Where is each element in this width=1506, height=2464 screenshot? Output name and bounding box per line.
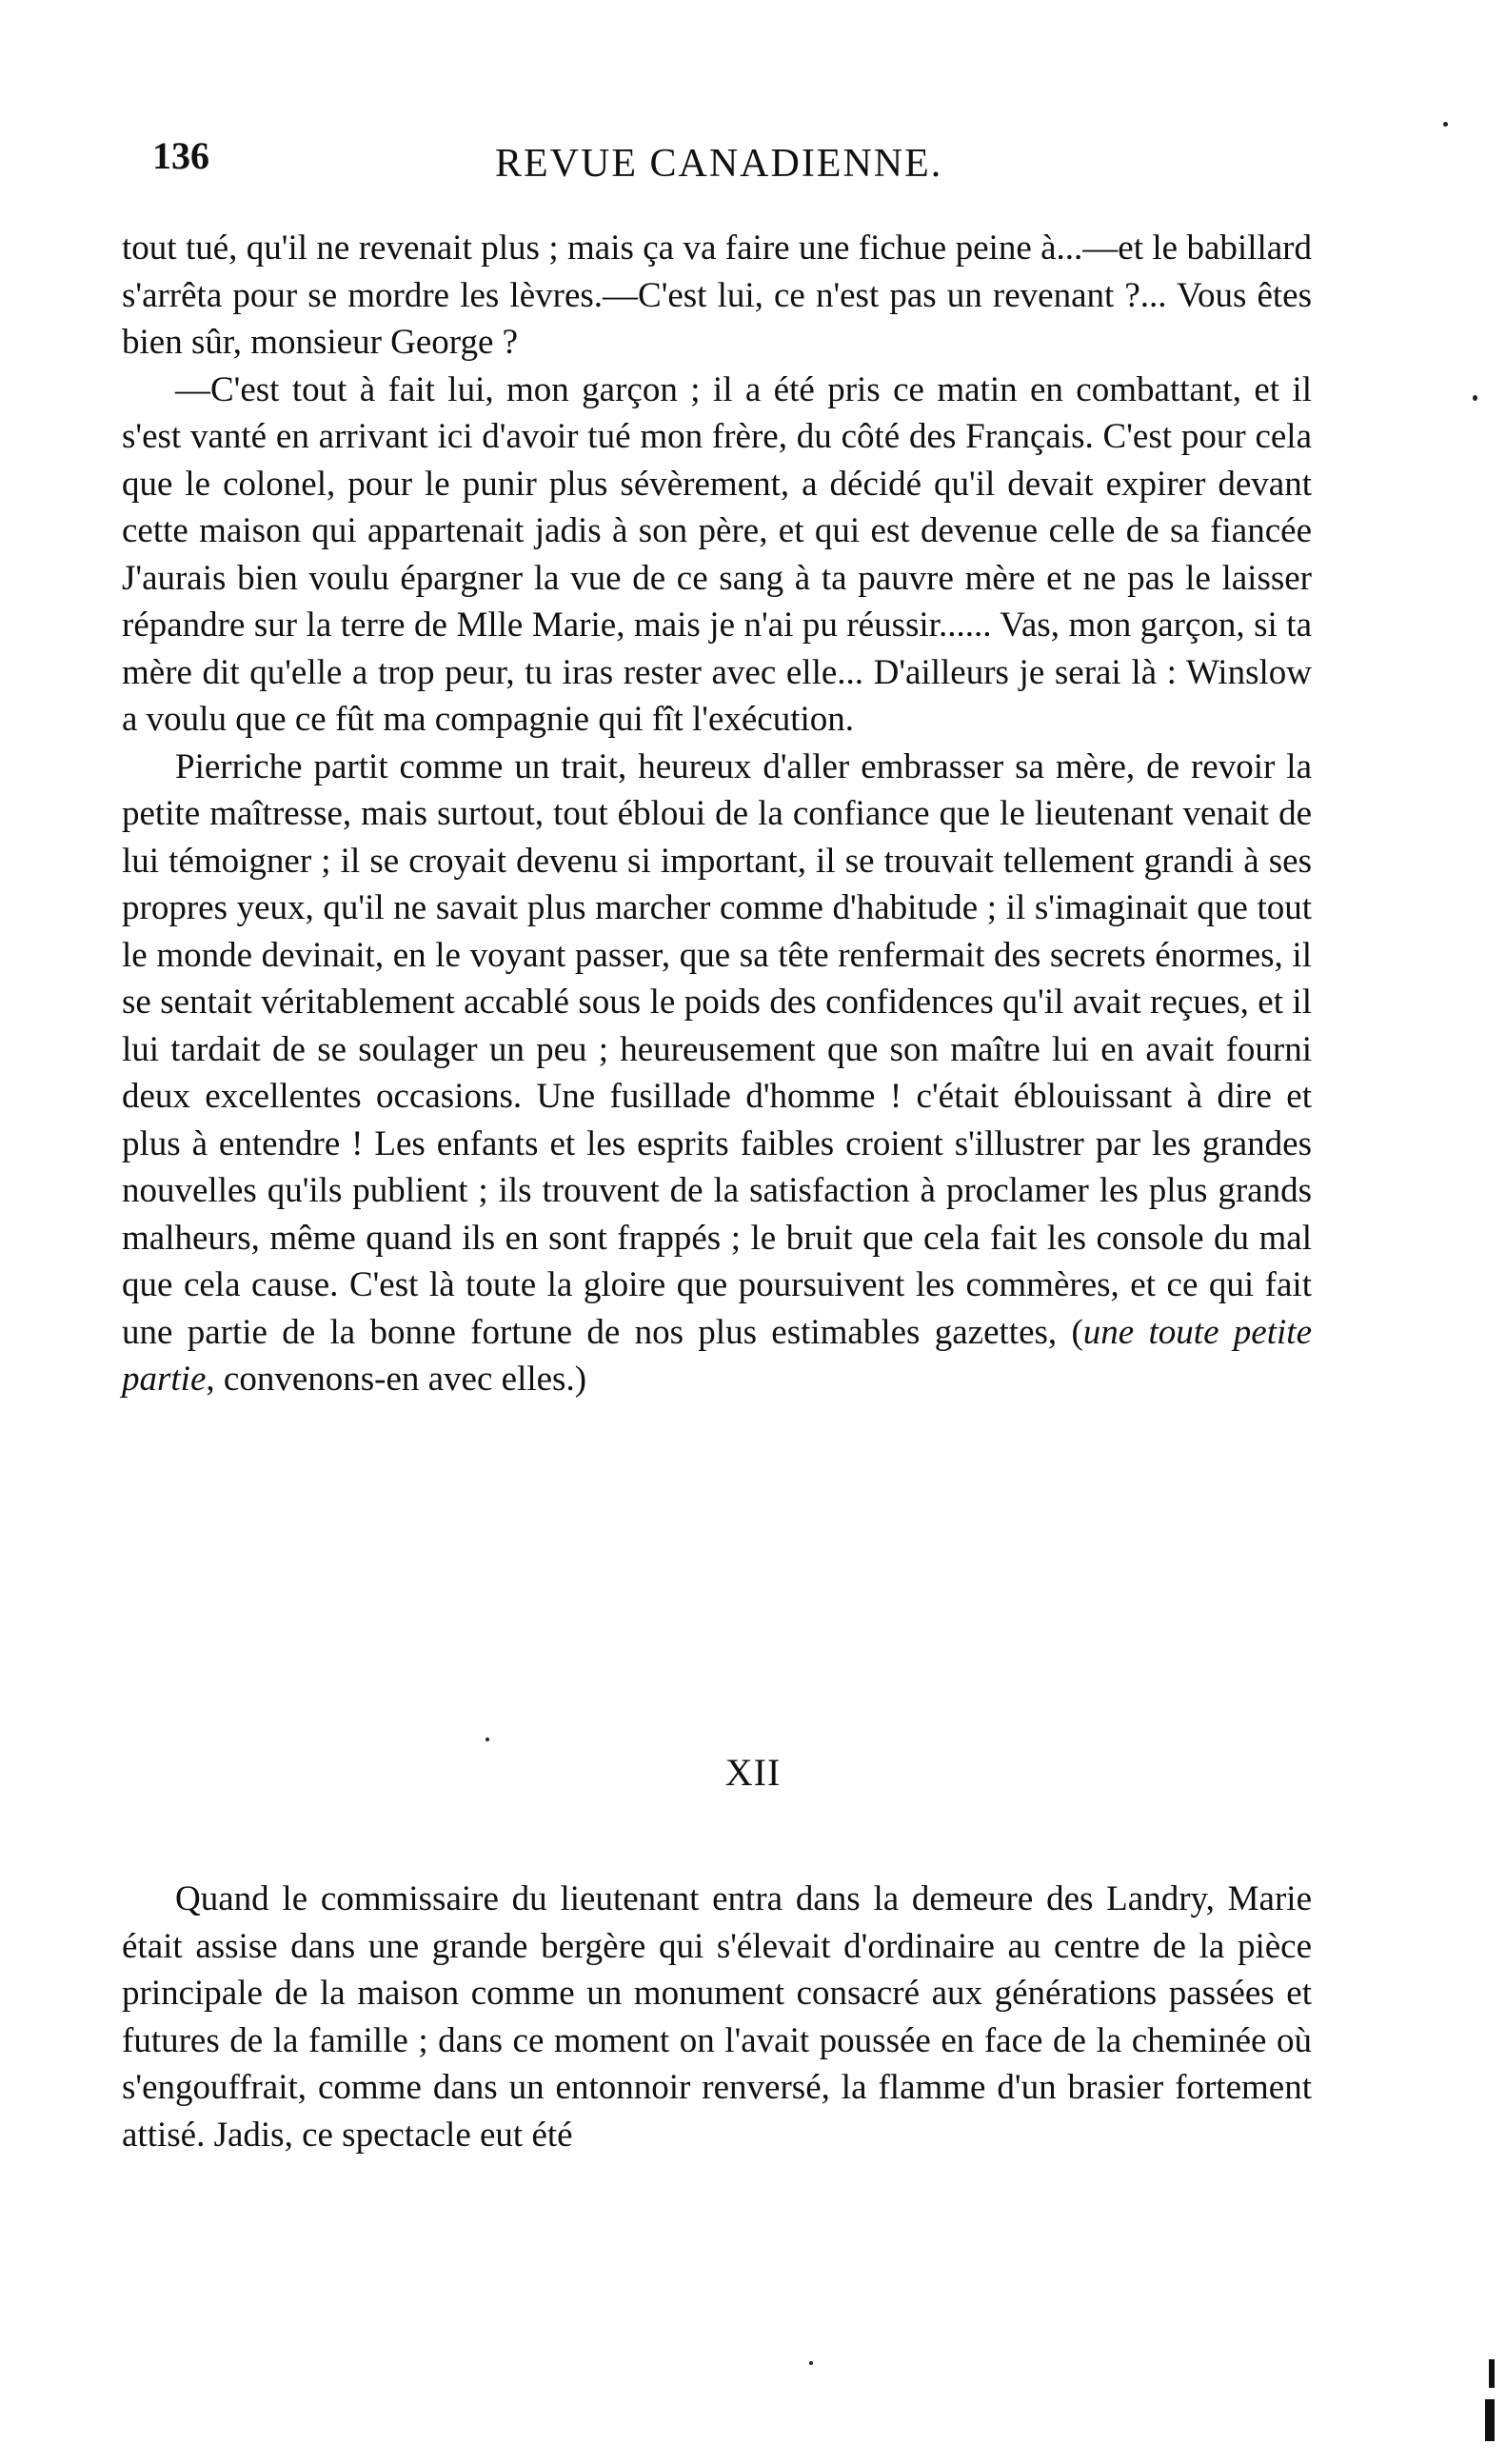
paragraph-pierriche-end: , convenons-en avec elles.): [206, 1360, 587, 1399]
print-speck: [485, 1738, 489, 1741]
paragraph-pierriche-italic: une toute petite partie: [122, 1312, 1312, 1399]
page-edge-mark: [1489, 2359, 1495, 2388]
section-text-block: [122, 1876, 1312, 2158]
paragraph-pierriche: [122, 744, 1312, 1403]
paragraph-continuation: tout tué, qu'il ne revenait plus ; mais ça va faire une fichue peine à...—et le babillard s'arrêta pour se mordre les lèvres.—C'est lui, ce n'est pas un revenant ?... Vous êtes bien sûr, monsieur George ?: [122, 229, 1312, 362]
page-edge-mark: [1485, 2399, 1495, 2441]
main-text-block: [122, 225, 1312, 1403]
running-head: [152, 133, 1304, 190]
print-speck: [1473, 395, 1477, 401]
page-number: 136: [152, 134, 209, 177]
paragraph-dialogue: —C'est tout à fait lui, mon garçon ; il a été pris ce matin en combattant, et il s'est vanté en arrivant ici d'avoir tué mon frère, du côté des Français. C'est pour cela que le colonel, pour le punir plus sévèrement, a décidé qu'il devait expirer devant cette maison qui appartenait jadis à son père, et qui est devenue celle de sa fiancée J'aurais bien voulu épargner la vue de ce sang à ta pauvre mère et ne pas le laisser répandre sur la terre de Mlle Marie, mais je n'ai pu réussir...... Vas, mon garçon, si ta mère dit qu'elle a trop peur, tu iras rester avec elle... D'ailleurs je serai là : Winslow a voulu que ce fût ma compagnie qui fît l'exécution.: [122, 369, 1312, 739]
paragraph-pierriche-text: Pierriche partit comme un trait, heureux d'aller embrasser sa mère, de revoir la petite maîtresse, mais surtout, tout ébloui de la confiance que le lieutenant venait de lui témoigner ; il se croyait devenu si important, il se trouvait tellement grandi à ses propres yeux, qu'il ne savait plus marcher comme d'habitude ; il s'imaginait que tout le monde devinait, en le voyant passer, que sa tête renfermait des secrets énormes, il se sentait véritablement accablé sous le poids des confidences qu'il avait reçues, et il lui tardait de se soulager un peu ; heureusement que son maître lui en avait fourni deux excellentes occasions. Une fusillade d'homme ! c'était éblouissant à dire et plus à entendre ! Les enfants et les esprits faibles croient s'illustrer par les grandes nouvelles qu'ils publient ; ils trouvent de la satisfaction à proclamer les plus grands malheurs, même quand ils en sont frappés ; le bruit que cela fait les console du mal que cela cause. C'est là toute la gloire que poursuivent les commères, et ce qui fait une partie de la bonne fortune de nos plus estimables gazettes, (: [122, 746, 1312, 1352]
print-speck: [809, 2361, 813, 2365]
section-heading: XII: [724, 1751, 782, 1794]
journal-title: REVUE CANADIENNE.: [495, 142, 943, 186]
section-paragraph: Quand le commissaire du lieutenant entra dans la demeure des Landry, Marie était assise dans une grande bergère qui s'élevait d'ordinaire au centre de la pièce principale de la maison comme un monument consacré aux générations passées et futures de la famille ; dans ce moment on l'avait poussée en face de la cheminée où s'engouffrait, comme dans un entonnoir renversé, la flamme d'un brasier fortement attisé. Jadis, ce spectacle eut été: [122, 1879, 1312, 2155]
print-speck: [1443, 122, 1448, 127]
